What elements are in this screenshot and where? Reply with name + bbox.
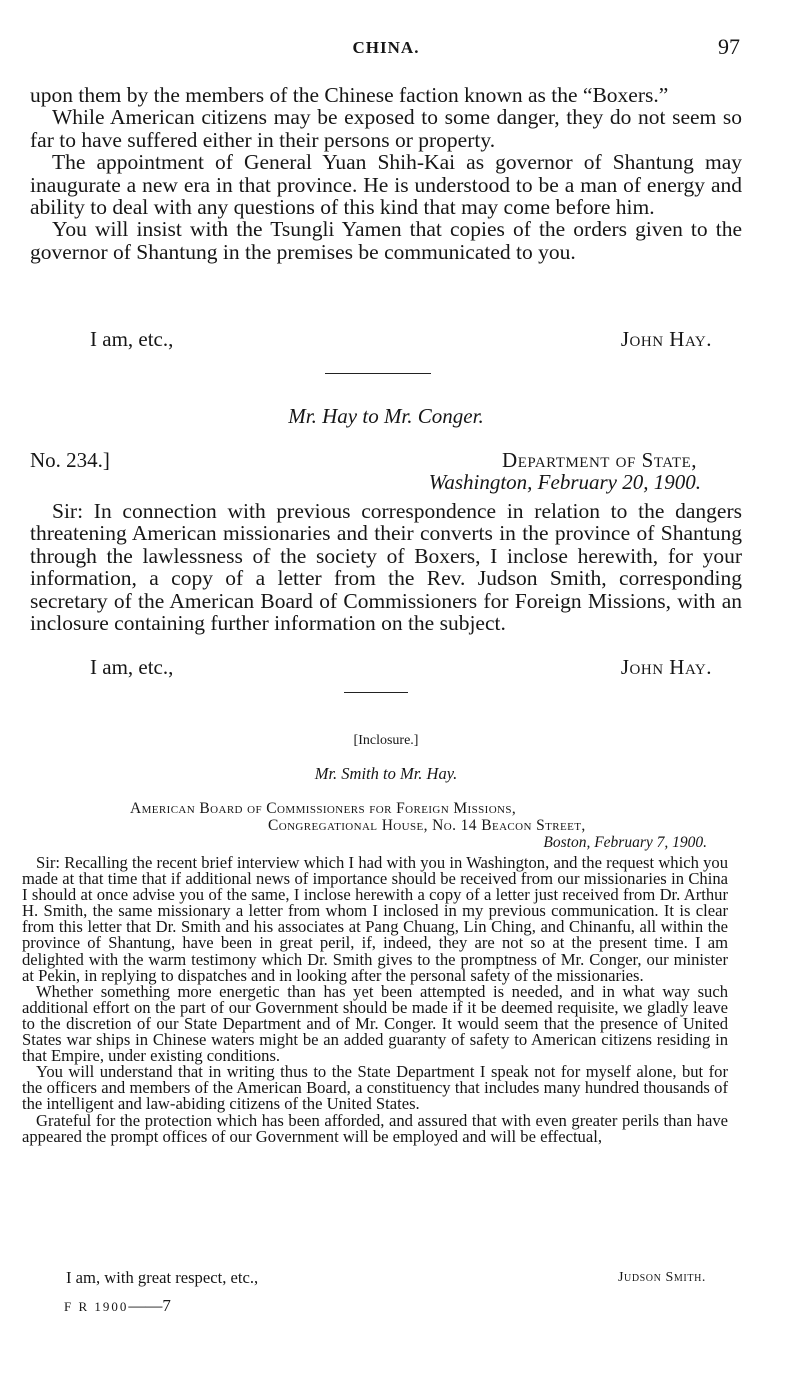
running-head: CHINA. xyxy=(352,38,420,57)
printer-signature-mark xyxy=(64,1296,171,1316)
letter-heading: Mr. Hay to Mr. Conger. xyxy=(288,404,484,428)
dispatch-number: No. 234.] xyxy=(30,448,110,472)
place-date: Washington, February 20, 1900. xyxy=(428,470,701,494)
opening-paragraph-1: upon them by the members of the Chinese faction known as the “Boxers.” xyxy=(30,83,669,107)
inclosure-body xyxy=(22,855,728,1145)
signature-mark-letters: F R 1900 xyxy=(64,1299,129,1314)
inclosure-closing xyxy=(66,1268,706,1288)
signature: Judson Smith. xyxy=(617,1270,706,1285)
opening-closing xyxy=(90,327,712,353)
inclosure-paragraph-3: You will understand that in writing thus to the State Department I speak not for myself alone, but for the officers and members of the American Board, a constituency that includes many hundred thousands of the intelligent and law-abiding citizens of the United States. xyxy=(22,1062,728,1114)
department-name: Department of State, xyxy=(502,448,697,472)
closing-salutation: I am, etc., xyxy=(90,655,174,679)
page-number: 97 xyxy=(718,34,740,59)
opening-text xyxy=(30,84,742,263)
signature: John Hay. xyxy=(620,655,712,679)
page-header xyxy=(30,34,742,62)
opening-paragraph-3: The appointment of General Yuan Shih-Kai as governor of Shantung may inaugurate a new era in that province. He is understood to be a man of energy and ability to deal with any questions of this kind that may come before him. xyxy=(30,150,742,220)
letter-paragraph: Sir: In connection with previous correspondence in relation to the dangers threatening American missionaries and their converts in the province of Shantung through the lawlessness of the society of Boxers, I inclose herewith, for your information, a copy of a letter from the Rev. Judson Smith, corresponding secretary of the American Board of Commissioners for Foreign Missions, with an inclosure containing further information on the subject. xyxy=(30,499,742,636)
opening-paragraph-2: While American citizens may be exposed to some danger, they do not seem so far to have suffered either in their persons or property. xyxy=(30,105,742,152)
address-line-2: Congregational House, No. 14 Beacon Street, xyxy=(268,817,586,834)
place-date: Boston, February 7, 1900. xyxy=(543,834,707,851)
inclosure-paragraph-2: Whether something more energetic than has yet been attempted is needed, and in what way such additional effort on the part of our Government should be made if it be deemed requisite, we gladly leave to the discretion of our State Department and of Mr. Conger. It would seem that the presence of United States war ships in Chinese waters might be an added guaranty of safety to American citizens residing in that Empire, under existing conditions. xyxy=(22,981,728,1066)
signature: John Hay. xyxy=(620,327,712,351)
closing-salutation: I am, etc., xyxy=(90,327,174,351)
inclosure-paragraph-4: Grateful for the protection which has been afforded, and assured that with even greater perils than have appeared the prompt offices of our Government will be employed and will be effectual, xyxy=(22,1110,728,1146)
letter-closing xyxy=(90,655,712,681)
address-line-1: American Board of Commissioners for Foreign Missions, xyxy=(130,800,517,817)
letter-body xyxy=(30,500,742,634)
signature-mark-number: ——7 xyxy=(128,1296,171,1315)
opening-paragraph-4: You will insist with the Tsungli Yamen that copies of the orders given to the governor of Shantung in the premises be communicated to you. xyxy=(30,217,742,264)
inclosure-heading: Mr. Smith to Mr. Hay. xyxy=(314,764,458,783)
section-divider xyxy=(344,692,408,693)
closing-salutation: I am, with great respect, etc., xyxy=(66,1268,259,1287)
inclosure-tag: [Inclosure.] xyxy=(353,733,419,748)
inclosure-paragraph-1: Sir: Recalling the recent brief interview which I had with you in Washington, and the request which you made at that time that if additional news of importance should be received from our missionaries in China I should at once advise you of the same, I inclose herewith a copy of a letter just received from Dr. Arthur H. Smith, the same missionary a letter from whom I inclosed in my previous communication. It is clear from this letter that Dr. Smith and his associates at Pang Chuang, Lin Ching, and Chinanfu, all within the province of Shantung, have been in great peril, if, indeed, they are not so at the present time. I am delighted with the warm testimony which Dr. Smith gives to the promptness of Mr. Conger, our minister at Pekin, in replying to dispatches and in looking after the personal safety of the missionaries. xyxy=(22,853,728,985)
section-divider xyxy=(325,373,431,374)
